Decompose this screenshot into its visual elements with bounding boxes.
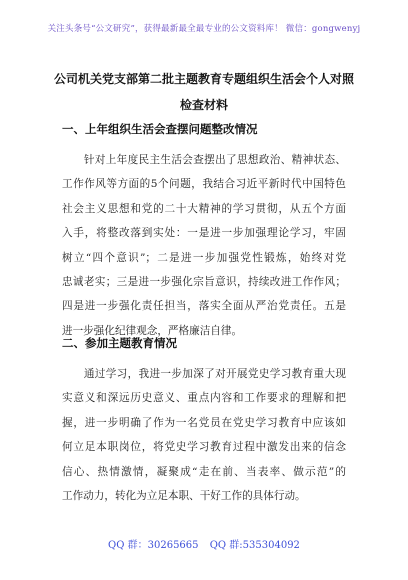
section-2-heading: 二、参加主题教育情况 xyxy=(62,336,177,350)
qq-group-2: QQ 群:535304092 xyxy=(209,540,300,551)
section-1-heading: 一、上年组织生活会查摆问题整改情况 xyxy=(62,122,258,136)
paragraph-line: 实意义和深远历史意义、重点内容和工作要求的理解和把 xyxy=(62,392,346,405)
paragraph-line: 信心、热情激情，凝聚成“走在前、当表率、做示范”的 xyxy=(62,465,346,478)
promo-header: 关注头条号“公文研究”，获得最新最全最专业的公文资料库！ 微信：gongwenyj xyxy=(47,24,361,34)
document-title xyxy=(40,66,368,118)
contact-footer xyxy=(0,536,408,551)
paragraph-line: 工作动力，转化为立足本职、干好工作的具体行动。 xyxy=(62,490,306,503)
title-line-2: 检查材料 xyxy=(179,98,228,112)
qq-group-1: QQ 群：30265665 xyxy=(108,540,199,551)
paragraph-line: 工作作风等方面的5个问题，我结合习近平新时代中国特色 xyxy=(62,178,346,191)
section-2-body xyxy=(62,362,346,508)
paragraph-line: 四是进一步强化责任担当，落实全面从严治党责任。五是 xyxy=(62,300,346,313)
paragraph-line: 社会主义思想和党的二十大精神的学习贯彻，从五个方面 xyxy=(62,202,346,215)
paragraph-line: 树立“四个意识”；二是进一步加强党性锻炼，始终对党 xyxy=(62,251,346,264)
paragraph-line: 针对上年度民主生活会查摆出了思想政治、精神状态、 xyxy=(62,154,346,166)
paragraph-line: 通过学习，我进一步加深了对开展党史学习教育重大现 xyxy=(62,368,346,380)
paragraph-line: 忠诚老实；三是进一步强化宗旨意识，持续改进工作作风； xyxy=(62,276,346,289)
section-1-body xyxy=(62,148,346,343)
paragraph-line: 握，进一步明确了作为一名党员在党史学习教育中应该如 xyxy=(62,416,346,429)
title-line-1: 公司机关党支部第二批主题教育专题组织生活会个人对照 xyxy=(53,72,354,86)
paragraph-line: 进一步强化纪律观念，严格廉洁自律。 xyxy=(62,324,243,337)
paragraph-line: 何立足本职岗位，将党史学习教育过程中激发出来的信念 xyxy=(62,441,346,454)
paragraph-line: 入手，将整改落到实处：一是进一步加强理论学习，牢固 xyxy=(62,227,346,240)
